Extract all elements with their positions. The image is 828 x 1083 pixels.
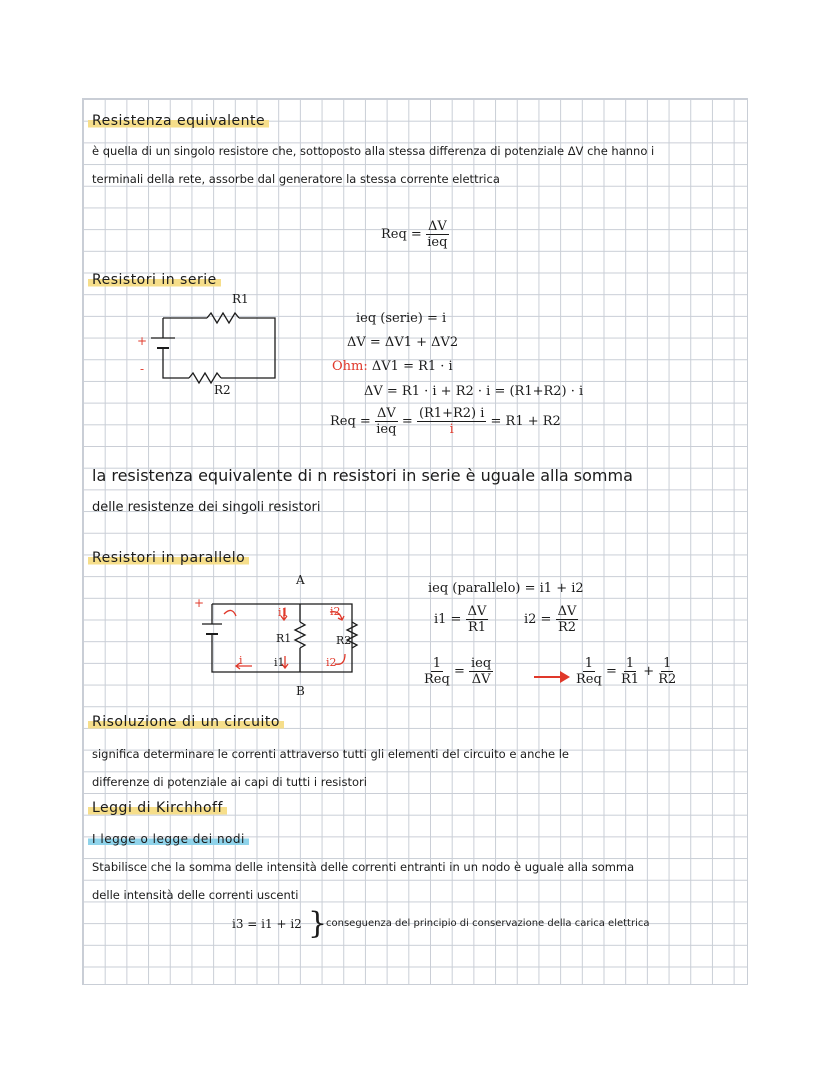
series-eq-expansion: ΔV = R1 · i + R2 · i = (R1+R2) · i xyxy=(364,384,584,399)
result-req-den: Req xyxy=(576,672,602,687)
series-wire-bottom-left xyxy=(163,356,189,378)
ohm-label: Ohm: xyxy=(332,359,368,374)
ohm-equation: ΔV1 = R1 · i xyxy=(371,359,453,374)
parallel-i2-bottom-label: i2 xyxy=(326,656,337,669)
eq-i2-den: R2 xyxy=(557,620,577,635)
parallel-resistor-r1-symbol xyxy=(295,622,305,648)
series-circuit-diagram xyxy=(135,290,285,400)
series-r2-label: R2 xyxy=(214,383,231,397)
series-eq-ohm xyxy=(332,359,453,374)
series-heading-text: Resistori in serie xyxy=(88,272,221,288)
inverse-fraction-1-den: Req xyxy=(424,672,450,687)
eq-i1-fraction xyxy=(466,604,489,635)
series-heading xyxy=(88,272,221,288)
kirchhoff-heading-text: Leggi di Kirchhoff xyxy=(88,800,227,816)
req-definition-formula xyxy=(381,219,449,250)
result-fraction-req xyxy=(576,656,602,687)
result-fraction-r1 xyxy=(621,656,639,687)
series-wire-right xyxy=(221,318,275,378)
parallel-i1-top-label: i1 xyxy=(278,606,289,619)
result-equals: = xyxy=(605,664,617,679)
eq-i1-num: ΔV xyxy=(467,604,487,619)
solution-heading xyxy=(88,714,284,730)
formula-lhs: Req = xyxy=(381,227,422,242)
resistor-r2-symbol xyxy=(189,373,221,383)
result-r1-den: R1 xyxy=(621,672,640,687)
eq-i1-lhs: i1 = xyxy=(434,612,462,627)
req-equals: = xyxy=(401,414,413,429)
node-b-label: B xyxy=(296,684,305,698)
node-a-label: A xyxy=(296,573,305,587)
definition-line-2: terminali della rete, assorbe dal generatore la stessa corrente elettrica xyxy=(92,172,500,186)
first-law-heading xyxy=(88,832,249,846)
formula-fraction xyxy=(426,219,449,250)
inverse-fraction-2 xyxy=(469,656,493,687)
result-plus: + xyxy=(643,664,655,679)
eq-i2-fraction xyxy=(556,604,579,635)
parallel-r1-label: R1 xyxy=(276,632,292,645)
parallel-eq-current: ieq (parallelo) = i1 + i2 xyxy=(428,581,584,596)
result-r2-num: 1 xyxy=(663,656,672,671)
series-r1-label: R1 xyxy=(232,292,249,306)
inverse-fraction-2-den: ΔV xyxy=(471,672,491,687)
parallel-eq-i2 xyxy=(524,604,578,635)
result-req-num: 1 xyxy=(584,656,594,671)
req-fraction-1 xyxy=(375,406,398,437)
parallel-eq-result xyxy=(576,656,676,687)
result-r2-den: R2 xyxy=(658,672,677,687)
first-law-equation: i3 = i1 + i2 xyxy=(232,917,302,931)
formula-numerator: ΔV xyxy=(427,219,447,234)
solution-heading-text: Risoluzione di un circuito xyxy=(88,714,284,730)
series-eq-voltage-sum: ΔV = ΔV1 + ΔV2 xyxy=(347,335,459,350)
req-fraction-1-den: ieq xyxy=(376,422,397,437)
inverse-equals: = xyxy=(453,664,465,679)
inverse-fraction-1-num: 1 xyxy=(432,656,442,671)
solution-line-1: significa determinare le correnti attraverso tutti gli elementi del circuito e anche le xyxy=(92,747,569,761)
first-law-heading-text: I legge o legge dei nodi xyxy=(88,832,249,846)
parallel-i2-top-label: i2 xyxy=(330,605,341,618)
kirchhoff-heading xyxy=(88,800,227,816)
loop-arrow-left xyxy=(224,610,236,616)
req-fraction-2 xyxy=(417,406,486,437)
parallel-eq-inverse xyxy=(424,656,493,687)
req-result: = R1 + R2 xyxy=(490,414,561,429)
curly-brace-icon: } xyxy=(308,906,328,941)
resistor-r1-symbol xyxy=(207,313,239,323)
req-fraction-2-den: i xyxy=(449,422,454,437)
first-law-line-2: delle intensità delle correnti uscenti xyxy=(92,888,299,902)
eq-i2-num: ΔV xyxy=(557,604,577,619)
parallel-heading-text: Resistori in parallelo xyxy=(88,550,249,566)
page-title xyxy=(88,113,269,129)
result-fraction-r2 xyxy=(658,656,676,687)
parallel-i1-bottom-label: i1 xyxy=(274,656,285,669)
req-fraction-2-num: (R1+R2) i xyxy=(418,406,485,421)
formula-denominator: ieq xyxy=(427,235,448,250)
parallel-eq-i1 xyxy=(434,604,488,635)
parallel-heading xyxy=(88,550,249,566)
req-fraction-1-num: ΔV xyxy=(376,406,396,421)
series-eq-req xyxy=(330,406,561,437)
first-law-line-1: Stabilisce che la somma delle intensità delle correnti entranti in un nodo è uguale alla somma xyxy=(92,860,635,874)
series-conclusion-line-2: delle resistenze dei singoli resistori xyxy=(92,500,321,515)
req-lhs: Req = xyxy=(330,414,371,429)
series-conclusion-line-1: la resistenza equivalente di n resistori in serie è uguale alla somma xyxy=(92,466,633,485)
parallel-r2-label: R2 xyxy=(336,634,352,647)
parallel-i-label: i xyxy=(239,654,243,667)
eq-i2-lhs: i2 = xyxy=(524,612,552,627)
inverse-fraction-2-num: ieq xyxy=(471,656,492,671)
title-highlight: Resistenza equivalente xyxy=(88,113,269,129)
first-law-note: conseguenza del principio di conservazione della carica elettrica xyxy=(326,918,650,929)
definition-line-1: è quella di un singolo resistore che, sottoposto alla stessa differenza di potenziale ΔV che hanno i xyxy=(92,144,655,158)
eq-i1-den: R1 xyxy=(467,620,487,635)
solution-line-2: differenze di potenziale ai capi di tutti i resistori xyxy=(92,775,367,789)
inverse-fraction-1 xyxy=(424,656,450,687)
series-plus-sign: + xyxy=(137,334,148,348)
parallel-plus-sign: + xyxy=(194,596,205,610)
series-eq-current: ieq (serie) = i xyxy=(356,311,447,326)
result-r1-num: 1 xyxy=(625,656,635,671)
series-minus-sign: - xyxy=(140,362,145,376)
implies-arrow-icon xyxy=(532,670,572,684)
